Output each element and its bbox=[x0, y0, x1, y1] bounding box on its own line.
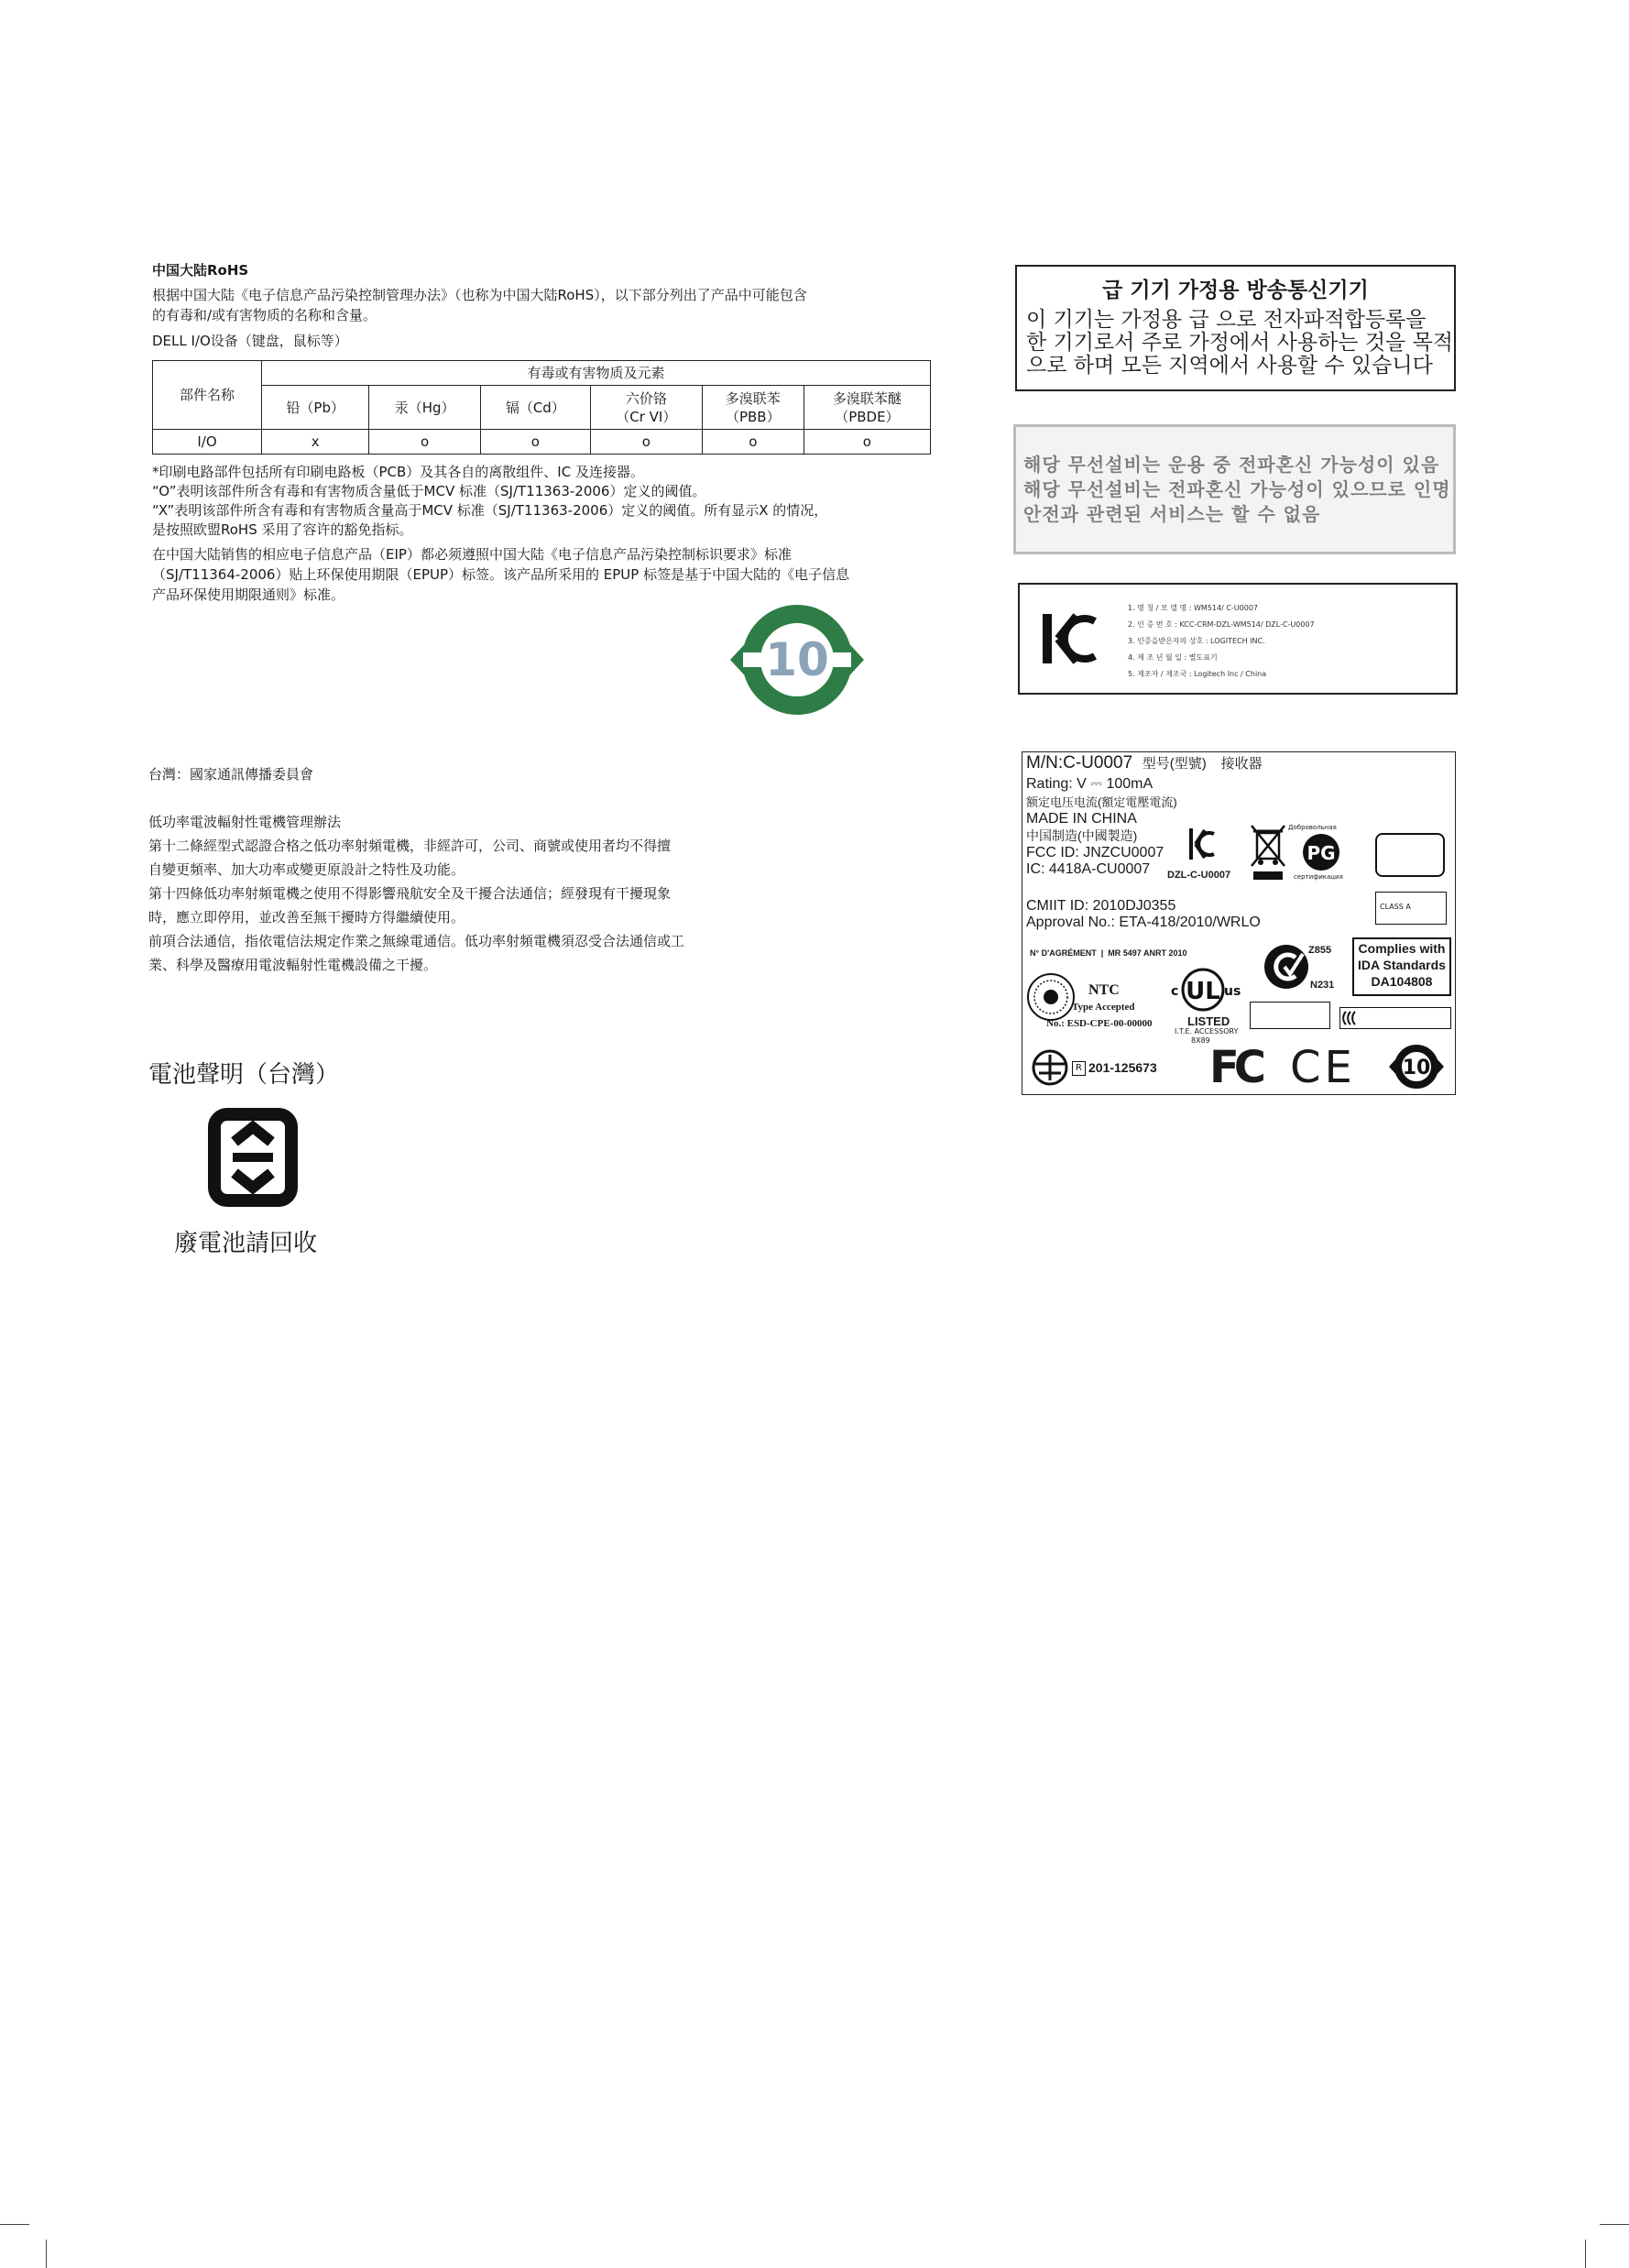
battery-caption: 廢電池請回收 bbox=[174, 1230, 318, 1257]
weee-bin-icon bbox=[1248, 822, 1288, 882]
table-cell: o bbox=[702, 430, 804, 455]
korea-wireless-notice bbox=[1013, 424, 1456, 554]
crop-mark bbox=[1600, 2224, 1629, 2225]
korea-class-line-3: 으로 하며 모든 지역에서 사용할 수 있습니다 bbox=[1026, 354, 1433, 378]
epup-10-logo bbox=[730, 605, 864, 715]
label-ntc-number: No.: ESD-CPE-00-00000 bbox=[1046, 1018, 1153, 1029]
korea-class-notice bbox=[1015, 265, 1456, 391]
table-header-pbde: 多溴联苯醚 （PBDE） bbox=[804, 386, 930, 430]
rohs-note-6: （SJ/T11364-2006）贴上环保使用期限（EPUP）标签。该产品所采用的 EPUP 标签是基于中国大陆的《电子信息 bbox=[152, 566, 850, 583]
table-header-cd: 镉（Cd） bbox=[480, 386, 590, 430]
label-approval: Approval No.: ETA-418/2010/WRLO bbox=[1026, 915, 1261, 930]
ida-compliance-box bbox=[1352, 937, 1451, 996]
ntc-seal-icon bbox=[1026, 972, 1076, 1022]
korea-class-line-2: 한 기기로서 주로 가정에서 사용하는 것을 목적 bbox=[1026, 331, 1454, 355]
table-cell-part: I/O bbox=[153, 430, 262, 455]
svg-text:c: c bbox=[1171, 984, 1179, 999]
rohs-intro-line-1: 根据中国大陆《电子信息产品污染控制管理办法》（也称为中国大陆RoHS），以下部分列出了产品中可能包含 bbox=[152, 287, 807, 303]
japan-r-box: R bbox=[1072, 1061, 1086, 1076]
wireless-wave-box bbox=[1339, 1007, 1451, 1029]
table-cell: o bbox=[480, 430, 590, 455]
kc-small-icon bbox=[1187, 826, 1217, 862]
ul-listed-mark-icon bbox=[1164, 965, 1242, 1014]
table-header-hg: 汞（Hg） bbox=[369, 386, 480, 430]
crop-mark bbox=[0, 2224, 29, 2225]
rohs-substance-table bbox=[152, 360, 931, 455]
class-a-box bbox=[1375, 892, 1447, 925]
table-cell: o bbox=[590, 430, 702, 455]
svg-text:us: us bbox=[1224, 984, 1241, 999]
battery-title: 電池聲明（台灣） bbox=[148, 1061, 340, 1089]
table-cell: o bbox=[369, 430, 480, 455]
rohs-note-5: 在中国大陆销售的相应电子信息产品（EIP）都必须遵照中国大陆《电子信息产品污染控制标识要求》标准 bbox=[152, 546, 792, 563]
label-ic: IC: 4418A-CU0007 bbox=[1026, 861, 1151, 877]
label-ntc: NTC bbox=[1088, 982, 1120, 998]
svg-text:10: 10 bbox=[1402, 1057, 1431, 1079]
taiwan-header: 台灣：國家通訊傳播委員會 bbox=[148, 766, 314, 783]
kc-line-5: 5. 제조자 / 제조국 : Logitech Inc / China bbox=[1128, 670, 1267, 678]
label-z855: Z855 bbox=[1308, 945, 1332, 956]
kc-line-2: 2. 인 증 번 호 : KCC-CRM-DZL-WM514/ DZL-C-U0007 bbox=[1128, 620, 1315, 629]
c-tick-mark-icon bbox=[1263, 943, 1310, 991]
class-a-text: CLASS A bbox=[1380, 903, 1411, 911]
label-made-in-cn: 中国制造(中國製造) bbox=[1026, 828, 1138, 843]
label-n231: N231 bbox=[1310, 980, 1335, 991]
korea-class-title: 급 기기 가정용 방송통신기기 bbox=[1102, 279, 1369, 302]
taiwan-line-6: 前項合法通信，指依電信法規定作業之無線電通信。低功率射頻電機須忍受合法通信或工 bbox=[148, 933, 685, 949]
taiwan-line-5: 時，應立即停用，並改善至無干擾時方得繼續使用。 bbox=[148, 909, 465, 926]
rohs-note-7: 产品环保使用期限通则》标准。 bbox=[152, 586, 345, 603]
label-made-in: MADE IN CHINA bbox=[1026, 811, 1137, 827]
label-listed: LISTED bbox=[1187, 1014, 1230, 1028]
label-model: M/N:C-U0007 型号(型號) 接收器 bbox=[1026, 753, 1263, 772]
rohs-title: 中国大陆RoHS bbox=[152, 262, 249, 279]
table-header-crvi: 六价铬 （Cr VI） bbox=[590, 386, 702, 430]
label-rating-cn: 额定电压电流(額定電壓電流) bbox=[1026, 795, 1177, 809]
table-header-pbb: 多溴联苯 （PBB） bbox=[702, 386, 804, 430]
taiwan-line-2: 第十二條經型式認證合格之低功率射頻電機，非經許可，公司、商號或使用者均不得擅 bbox=[148, 838, 672, 854]
rohs-device-line: DELL I/O设备（键盘，鼠标等） bbox=[152, 333, 348, 349]
rohs-note-2: “O”表明该部件所含有毒和有害物质含量低于MCV 标准（SJ/T11363-2006）定义的阈值。 bbox=[152, 483, 706, 499]
blank-oval-box bbox=[1375, 833, 1445, 877]
kc-mark-icon bbox=[1042, 608, 1100, 669]
wave-icon bbox=[1340, 1008, 1368, 1028]
crop-mark bbox=[1585, 2240, 1586, 2268]
korea-class-line-1: 이 기기는 가정용 급 으로 전자파적합등록을 bbox=[1026, 308, 1427, 332]
taiwan-line-3: 自變更頻率、加大功率或變更原設計之特性及功能。 bbox=[148, 861, 465, 878]
rus-voluntary-text: Добровольная bbox=[1288, 824, 1337, 831]
table-header-part: 部件名称 bbox=[153, 361, 262, 430]
svg-text:UL: UL bbox=[1186, 978, 1220, 1005]
svg-text:10: 10 bbox=[765, 633, 829, 686]
label-rating: Rating: V ⎓ 100mA bbox=[1026, 776, 1153, 792]
kc-line-1: 1. 명 칭 / 모 델 명 : WM514/ C-U0007 bbox=[1128, 604, 1259, 612]
ida-line-1: Complies with bbox=[1358, 941, 1446, 956]
label-ite-accessory: I.T.E. ACCESSORY bbox=[1175, 1027, 1239, 1035]
ce-mark: CE bbox=[1290, 1042, 1356, 1093]
rohs-note-1: *印刷电路部件包括所有印刷电路板（PCB）及其各自的离散组件、IC 及连接器。 bbox=[152, 464, 644, 480]
rohs-note-4: 是按照欧盟RoHS 采用了容许的豁免指标。 bbox=[152, 521, 413, 538]
product-label bbox=[1022, 751, 1456, 1095]
label-agrement: N° D'AGRÉMENT | MR 5497 ANRT 2010 bbox=[1030, 948, 1187, 958]
table-group-header: 有毒或有害物质及元素 bbox=[262, 361, 931, 386]
korea-wireless-line-2: 해당 무선설비는 전파혼신 가능성이 있으므로 인명 bbox=[1023, 478, 1451, 500]
kc-certification-box bbox=[1018, 583, 1458, 695]
korea-wireless-line-1: 해당 무선설비는 운용 중 전파혼신 가능성이 있음 bbox=[1023, 454, 1440, 476]
taiwan-line-7: 業、科學及醫療用電波輻射性電機設備之干擾。 bbox=[148, 957, 438, 973]
rohs-note-3: “X”表明该部件所含有毒和有害物质含量高于MCV 标准（SJ/T11363-2006）定义的阈值。所有显示X 的情况， bbox=[152, 502, 828, 519]
label-fcc-id: FCC ID: JNZCU0007 bbox=[1026, 845, 1164, 860]
ida-line-3: DA104808 bbox=[1371, 974, 1433, 989]
label-dzl: DZL-C-U0007 bbox=[1167, 870, 1231, 881]
japan-giteki-icon bbox=[1030, 1047, 1070, 1088]
label-cmiit: CMIIT ID: 2010DJ0355 bbox=[1026, 898, 1176, 914]
kc-line-4: 4. 제 조 년 월 일 : 별도표기 bbox=[1128, 653, 1218, 662]
ida-line-2: IDA Standards bbox=[1358, 958, 1446, 972]
table-header-pb: 铅（Pb） bbox=[262, 386, 369, 430]
svg-text:PG: PG bbox=[1306, 842, 1336, 864]
epup-10-small-icon bbox=[1389, 1044, 1444, 1090]
label-ite-code: 8X89 bbox=[1191, 1036, 1210, 1045]
rus-pct-mark-icon bbox=[1292, 824, 1350, 881]
fcc-logo: FC bbox=[1209, 1042, 1262, 1093]
crop-mark bbox=[46, 2240, 47, 2268]
table-cell: o bbox=[804, 430, 930, 455]
label-type-accepted: Type Accepted bbox=[1072, 1002, 1135, 1013]
table-cell: x bbox=[262, 430, 369, 455]
taiwan-line-1: 低功率電波輻射性電機管理辦法 bbox=[148, 814, 342, 830]
blank-rect-box bbox=[1250, 1002, 1330, 1029]
korea-wireless-line-3: 안전과 관련된 서비스는 할 수 없음 bbox=[1023, 503, 1321, 525]
rus-certification-text: сертификация bbox=[1294, 873, 1343, 881]
table-row bbox=[153, 430, 931, 455]
taiwan-line-4: 第十四條低功率射頻電機之使用不得影響飛航安全及干擾合法通信；經發現有干擾現象 bbox=[148, 885, 672, 902]
kc-line-3: 3. 인증을받은자의 상호 : LOGITECH INC. bbox=[1128, 637, 1265, 645]
rohs-intro-line-2: 的有毒和/或有害物质的名称和含量。 bbox=[152, 307, 377, 323]
label-japan-cert: 201-125673 bbox=[1088, 1060, 1157, 1075]
battery-recycle-icon bbox=[207, 1107, 299, 1208]
